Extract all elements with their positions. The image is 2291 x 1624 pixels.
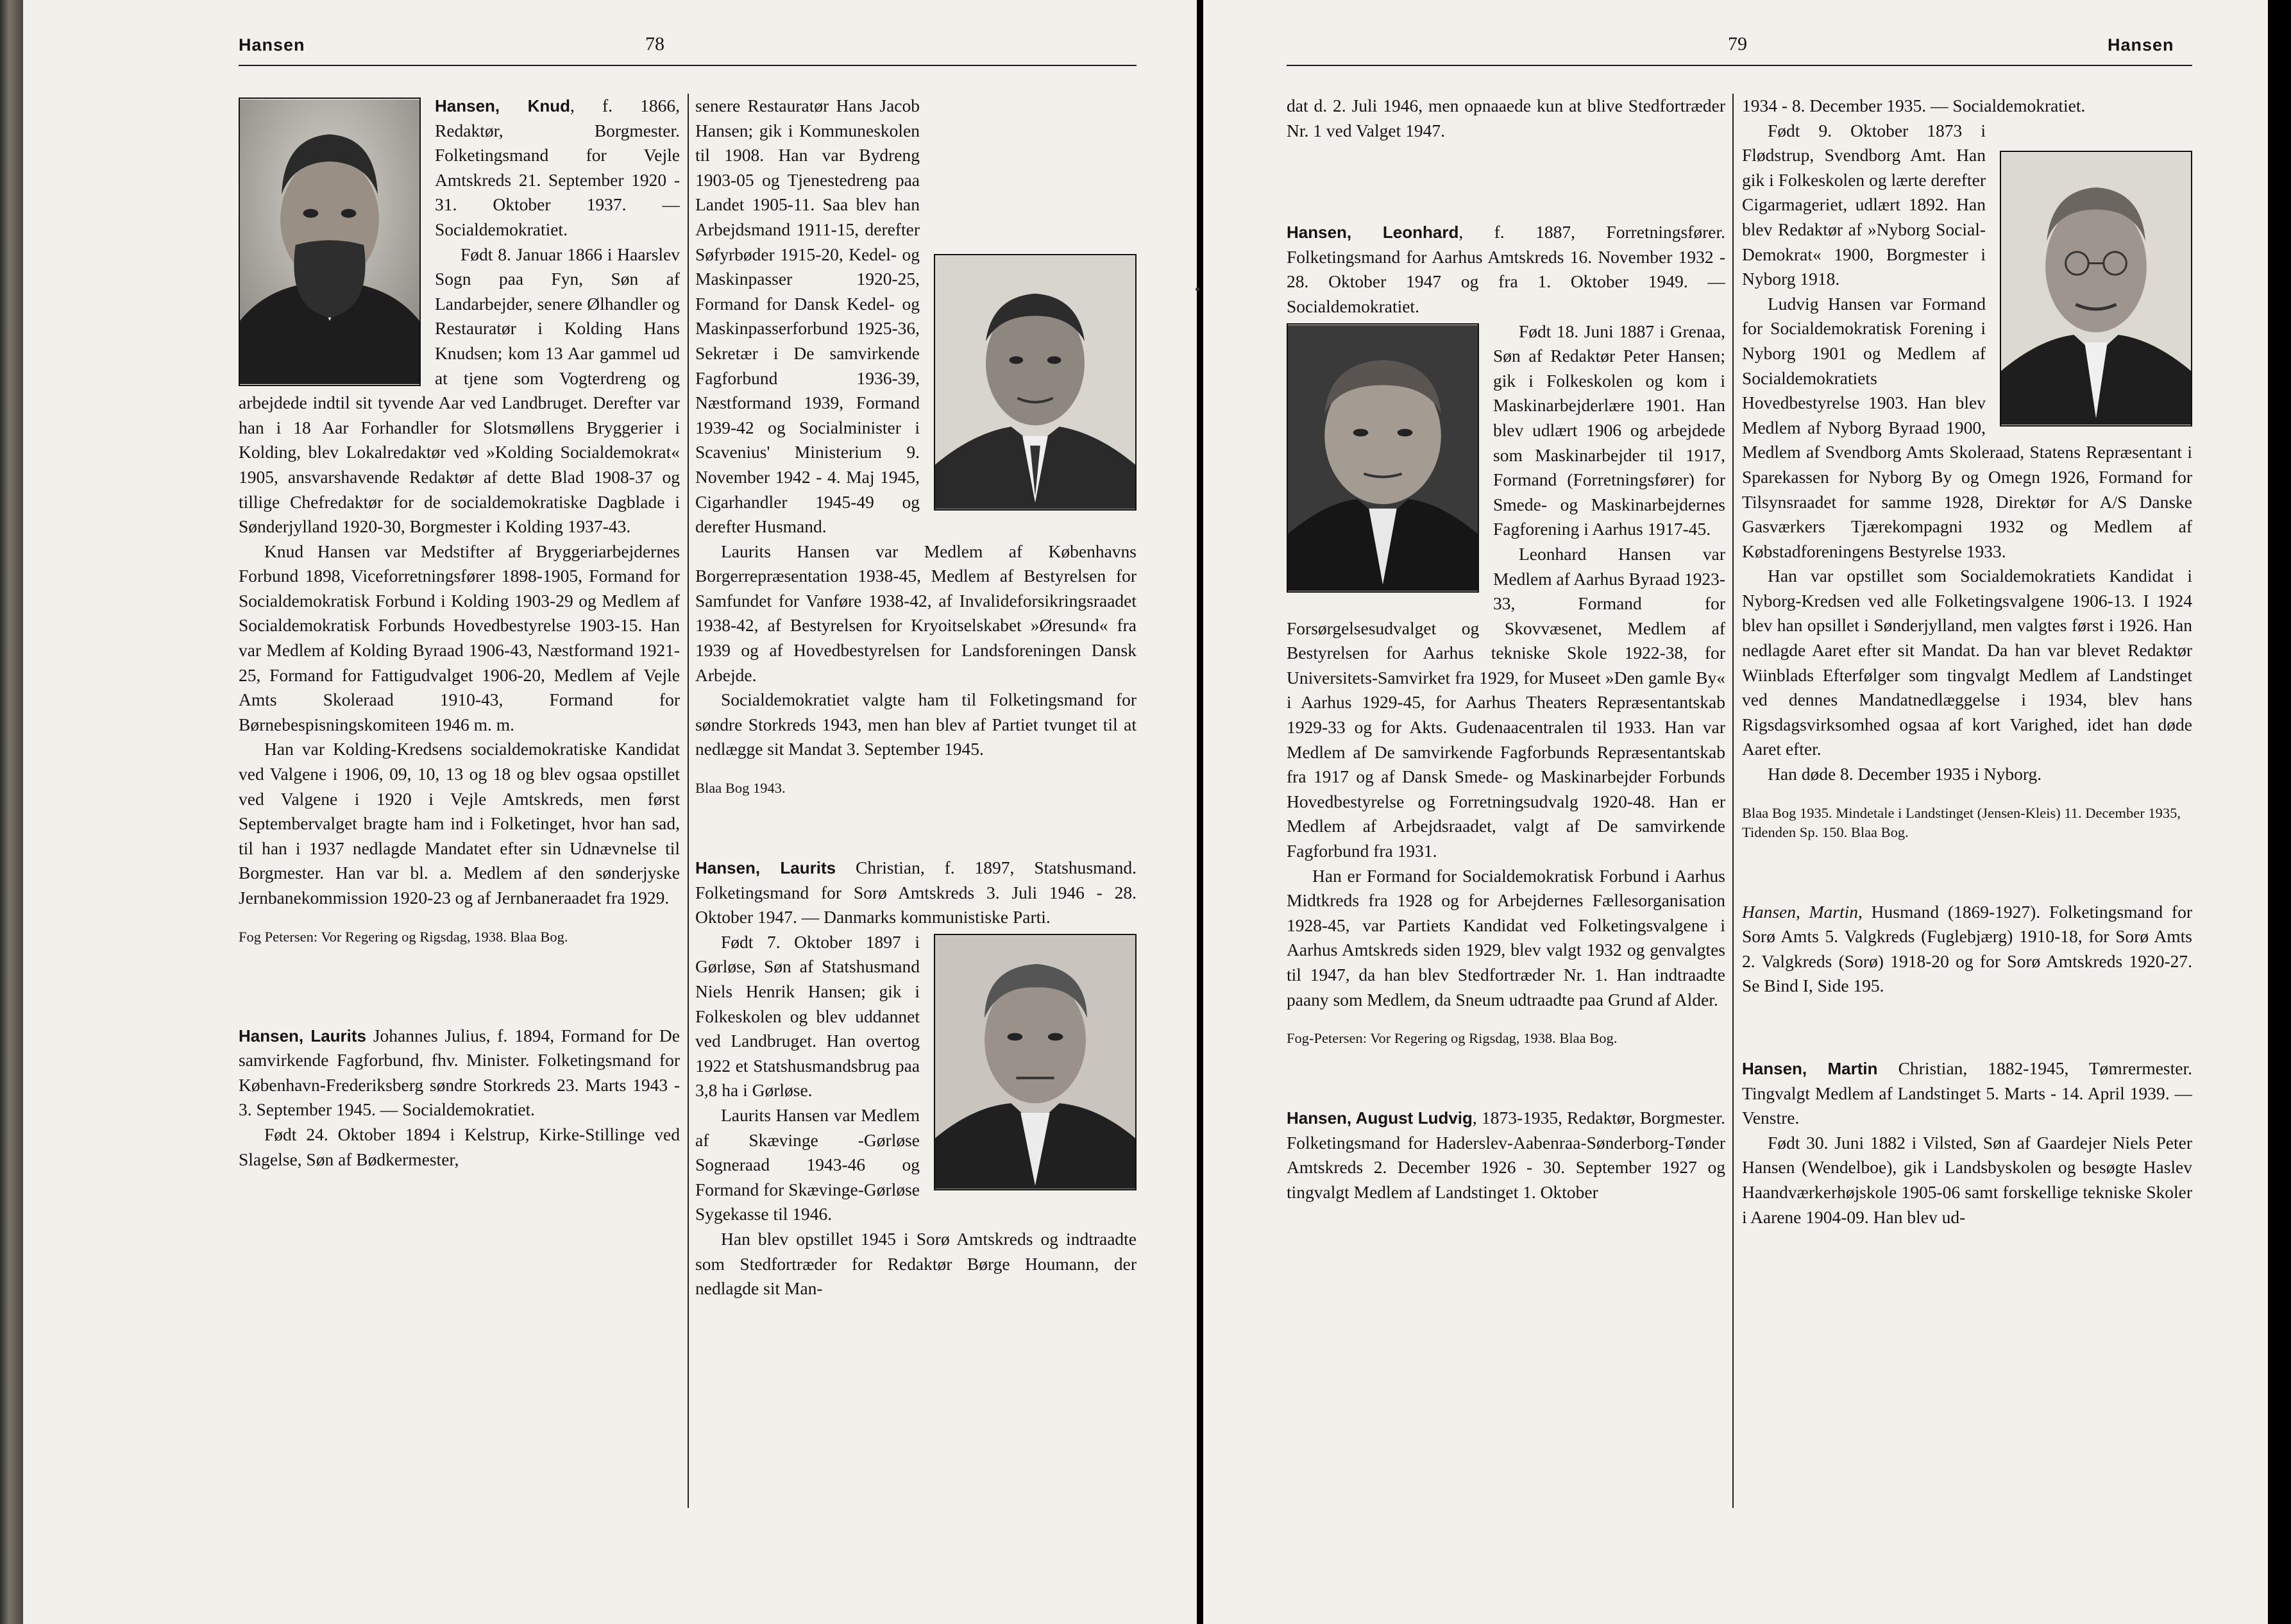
left-column-2 [695,94,1137,1534]
entry-name: Hansen, Leonhard [1287,223,1459,242]
entry-name: Hansen, Martin [1742,1059,1878,1078]
portrait-laurits-hansen-1894 [934,254,1137,511]
paragraph: Han blev opstillet 1945 i Sorø Amtskreds og indtraadte som Stedfortræder for Redaktør Børge Houmann, der nedlagde sit Man- [695,1228,1137,1299]
source-note: Fog-Petersen: Vor Regering og Rigsdag, 1938. Blaa Bog. [1287,1030,1618,1047]
source-note: Fog Petersen: Vor Regering og Rigsdag, 1938. Blaa Bog. [239,928,568,945]
paragraph: Født 8. Januar 1866 i Haarslev Sogn paa Fyn, Søn af Landarbejder, senere Ølhandler og Restauratør i Kolding Hans Knudsen; kom 13 Aar gammel ud at tjene som Vogterdreng og arbejdede indtil sit tyvende Aar ved Landbruget. Derefter var han i 18 Aar Forhandler for Slotsmøllens Bryggerier i Kolding, blev Lokalredaktør ved »Kolding Socialdemokrat« 1905, ansvarshavende Redaktør af dette Blad 1908-37 og tillige Chefredaktør for de socialdemokratiske Dagblade i Sønderjylland 1920-30, Borgmester i Kolding 1937-43. [239,244,680,537]
entry-summary: Johannes Julius, f. 1894, Formand for De samvirkende Fagforbund, fhv. Minister. Folketingsmand for København-Frederiksberg søndre Storkreds 23. Marts 1943 - 3. September 1945. — Socialdemokratiet. [239,1025,680,1120]
paragraph: Leonhard Hansen var Medlem af Aarhus Byraad 1923-33, Formand for Forsørgelsesudvalget og Skovvæsenet, Medlem af Bestyrelsen for Aarhus tekniske Skole 1922-38, for Universitets-Samvirket fra 1929, for Museet »Den gamle By« i Aarhus 1929-45, for Aarhus Theaters Repræsentantskab 1929-33 og for Akts. Gudenaacentralen til 1933. Han var Medlem af De samvirkende Fagforbunds Repræsentantskab fra 1917 og af Dansk Smede- og Maskinarbejder Forbunds Hovedbestyrelse og Forretningsudvalg 1920-48. Han er Medlem af Arbejdsraadet, valgt af De samvirkende Fagforbund fra 1931. [1287,543,1725,861]
portrait-august-ludvig-hansen [2000,151,2192,427]
print-speck [1196,287,1199,291]
header-rule [1287,65,2192,66]
entry-summary: Christian, 1882-1945, Tømrermester. Tingvalgt Medlem af Landstinget 5. Marts - 14. April 1939. — Venstre. [1742,1058,2192,1128]
header-rule [239,65,1137,66]
paragraph: Han døde 8. December 1935 i Nyborg. [1768,764,2042,784]
column-divider [1732,94,1734,1508]
running-header: Hansen [2108,35,2174,55]
paragraph: Født 18. Juni 1887 i Grenaa, Søn af Redaktør Peter Hansen; gik i Folkeskolen og kom i Maskinarbejderlære 1901. Han blev udlært 1906 og arbejdede som Maskinarbejder til 1917, Formand (Forretningsfører) for Smede- og Maskinarbejdernes Fagforening i Aarhus 1917-45. [1493,321,1725,539]
paragraph: Født 24. Oktober 1894 i Kelstrup, Kirke-Stillinge ved Slagelse, Søn af Bødkermester, [239,1124,680,1169]
running-header: Hansen [239,35,305,55]
paragraph: Født 7. Oktober 1897 i Gørløse, Søn af Statshusmand Niels Henrik Hansen; gik i Folkeskolen og blev uddannet ved Landbruget. Han overtog 1922 et Statshusmandsbrug paa 3,8 ha i Gørløse. [695,931,920,1101]
portrait-laurits-hansen-1897 [934,934,1137,1190]
paragraph: senere Restauratør Hans Jacob Hansen; gik i Kommuneskolen til 1908. Han var Bydreng 1903-05 og Tjenestedreng paa Landet 1905-11. Saa blev han Arbejdsmand 1911-15, derefter Søfyrbøder 1915-20, Kedel- og Maskinpasser 1920-25, Formand for Dansk Kedel- og Maskinpasserforbund 1925-36, Sekretær i De samvirkende Fagforbund 1936-39, Næstformand 1939, Formand 1939-42 og Socialminister i Scavenius' Ministerium 9. November 1942 - 4. Maj 1945, Cigarhandler 1945-49 og derefter Husmand. [695,96,920,537]
paragraph: Født 9. Oktober 1873 i Flødstrup, Svendborg Amt. Han gik i Folkeskolen og lærte derefter Cigarmageriet, udlært 1892. Han blev Redaktør af »Nyborg Social-Demokrat« 1900, Borgmester i Nyborg 1918. [1742,120,1986,289]
paragraph: 1934 - 8. December 1935. — Socialdemokratiet. [1742,96,2086,115]
paragraph: Knud Hansen var Medstifter af Bryggeriarbejdernes Forbund 1898, Viceforretningsfører 1898-1905, Formand for Socialdemokratisk Forbund i Kolding 1903-29 og Medlem af Socialdemokratisk Forbunds Hovedbestyrelse 1903-15. Han var Medlem af Kolding Byraad 1906-43, Næstformand 1921-25, Formand for Fattigudvalget 1906-20, Medlem af Vejle Amts Skoleraad 1910-43, Formand for Børnebespisningskomiteen 1946 m. m. [239,541,680,734]
entry-name: Hansen, Laurits [695,858,836,878]
entry-summary: , f. 1866, Redaktør, Borgmester. Folketingsmand for Vejle Amtskreds 21. September 1920 - 31. Oktober 1937. — Socialdemokratiet. [435,96,680,239]
portrait-leonhard-hansen [1287,323,1479,593]
paragraph: Socialdemokratiet valgte ham til Folketingsmand for søndre Storkreds 1943, men han blev af Partiet tvunget til at nedlægge sit Mandat 3. September 1945. [695,689,1137,759]
right-column-2 [1742,94,2192,1534]
source-note: Blaa Bog 1943. [695,780,786,797]
entry-name: Hansen, August Ludvig [1287,1108,1473,1128]
entry-summary: Christian, f. 1897, Statshusmand. Folketingsmand for Sorø Amtskreds 3. Juli 1946 - 28. Oktober 1947. — Danmarks kommunistiske Parti. [695,858,1137,927]
book-binding [0,0,23,1624]
right-column-1 [1287,94,1725,1534]
paragraph: Ludvig Hansen var Formand for Socialdemokratisk Forening i Nyborg 1901 og Medlem af Socialdemokratiets Hovedbestyrelse 1903. Han blev Medlem af Nyborg Byraad 1900, Medlem af Svendborg Amts Skoleraad, Statens Repræsentant i Sparekassen for Nyborg By og Omegn 1926, Formand for Tilsynsraadet for samme 1928, Direktør for A/S Danske Gasværkers Tjærekompagni 1932 og Medlem af Købstadforeningens Bestyrelse 1933. [1742,293,2192,561]
paragraph: Han er Formand for Socialdemokratisk Forbund i Aarhus Midtkreds fra 1928 og for Arbejdernes Fællesorganisation 1928-45, var Partiets Kandidat ved Folketingsvalgene i Aarhus Amtskreds siden 1929, blev valgt 1932 og genvalgtes til 1947, da han blev Stedfortræder Nr. 1. Han indtraadte paany som Medlem, da Sneum udtraadte paa Grund af Alder. [1287,865,1725,1010]
paragraph: Laurits Hansen var Medlem af Skævinge -Gørløse Sogneraad 1943-46 og Formand for Skævinge-Gørløse Sygekasse til 1946. [695,1104,920,1224]
page-number: 79 [1728,33,1747,55]
entry-name: Hansen, Knud [435,96,571,115]
column-divider [688,94,689,1508]
paragraph: Han var Kolding-Kredsens socialdemokratiske Kandidat ved Valgene i 1906, 09, 10, 13 og 18 og blev ogsaa opstillet ved Valgene i 1920 i Vejle Amtskreds, men først Septembervalget bragte ham ind i Folketinget, hvor han sad, til han i 1937 nedlagde Mandatet efter sin Udnævnelse til Borgmester. Han var bl. a. Medlem af den sønderjyske Jernbanekommission 1920-23 og af Jernbaneraadet fra 1929. [239,739,680,908]
paragraph: Han var opstillet som Socialdemokratiets Kandidat i Nyborg-Kredsen ved alle Folketingsvalgene 1906-13. I 1924 blev han opsillet i Sønderjylland, men valgtes først i 1926. Han nedlagde Aaret efter sit Mandat. Da han var blevet Redaktør Wiinblads Efterfølger som tingvalgt Medlem af Landstinget ved dennes Mandatnedlæggelse i 1934, blev hans Rigsdagsvirksomhed ogsaa af kort Varighed, idet han døde Aaret efter. [1742,566,2192,759]
entry-name: Hansen, Martin, [1742,901,1863,922]
source-note: Blaa Bog 1935. Mindetale i Landstinget (Jensen-Kleis) 11. December 1935, Tidenden Sp. 150. Blaa Bog. [1742,804,2181,840]
left-column-1 [239,94,680,1534]
portrait-knud-hansen [239,97,421,386]
entry-summary: Husmand (1869-1927). Folketingsmand for Sorø Amts 5. Valgkreds (Fuglebjærg) 1910-18, for Sorø Amts 2. Valgkreds (Sorø) 1918-20 og for Sorø Amtskreds 1920-27. Se Bind I, Side 195. [1742,901,2192,996]
entry-summary: , f. 1887, Forretningsfører. Folketingsmand for Aarhus Amtskreds 16. November 1932 - 28. Oktober 1947 og fra 1. Oktober 1949. — Socialdemokratiet. [1287,222,1725,316]
entry-summary: , 1873-1935, Redaktør, Borgmester. Folketingsmand for Haderslev-Aabenraa-Sønderborg-Tønder Amtskreds 2. December 1926 - 30. September 1927 og tingvalgt Medlem af Landstinget 1. Oktober [1287,1108,1725,1202]
paragraph: Laurits Hansen var Medlem af Københavns Borgerrepræsentation 1938-45, Medlem af Bestyrelsen for Samfundet for Vanføre 1938-42, af Invalideforsikringsraadet 1938-42, af Bestyrelsen for Kryoitselskabet »Øresund« fra 1939 og af Hovedbestyrelsen for Landsforeningen Dansk Arbejde. [695,541,1137,685]
entry-name: Hansen, Laurits [239,1026,366,1045]
page-number: 78 [645,33,664,55]
right-page [1203,0,2268,1624]
paragraph: Født 30. Juni 1882 i Vilsted, Søn af Gaardejer Niels Peter Hansen (Wendelboe), gik i Landsbyskolen og besøgte Haslev Haandværkerhøjskole 1905-06 samt forskellige tekniske Skoler i Aarene 1904-09. Han blev ud- [1742,1132,2192,1227]
paragraph: dat d. 2. Juli 1946, men opnaaede kun at blive Stedfortræder Nr. 1 ved Valget 1947. [1287,96,1725,140]
left-page [23,0,1197,1624]
